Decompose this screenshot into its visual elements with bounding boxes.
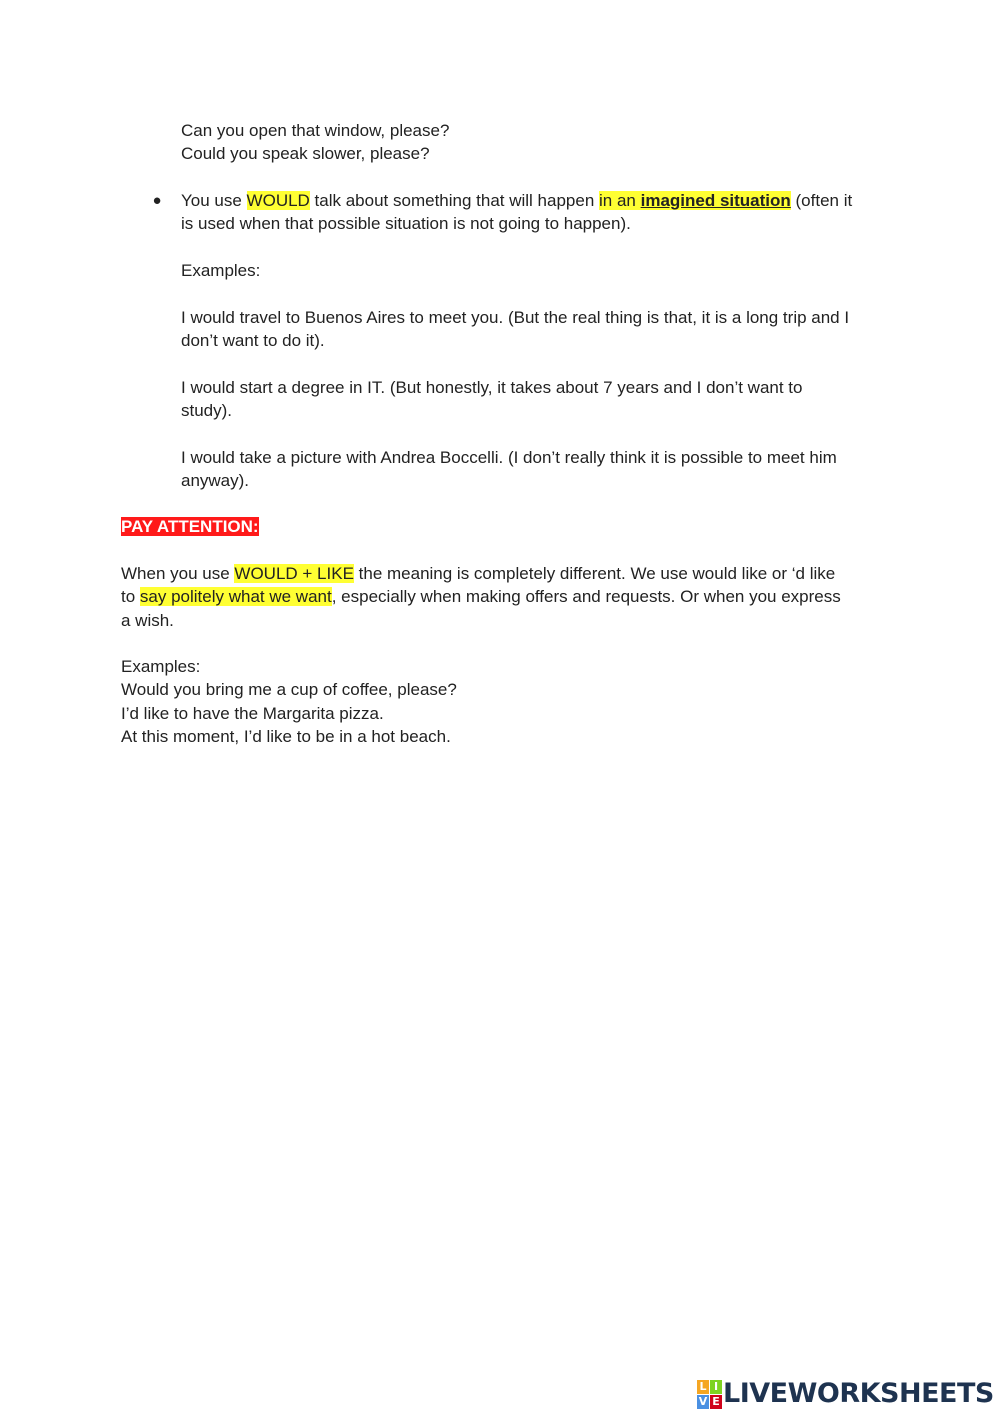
logo-mark-icon: L I V E xyxy=(697,1380,721,1408)
imagined-situation-emphasis: imagined situation xyxy=(640,191,791,210)
highlight-say-politely: say politely what we want xyxy=(139,587,332,607)
would-like-examples xyxy=(121,655,457,749)
logo-text: LIVEWORKSHEETS xyxy=(723,1378,994,1410)
example-sentence: I would take a picture with Andrea Boccelli. (I don’t really think it is possible to meet him anyway). xyxy=(181,448,837,491)
top-example: Can you open that window, please? xyxy=(181,121,450,140)
highlight-would: WOULD xyxy=(246,191,310,210)
like-example: I’d like to have the Margarita pizza. xyxy=(121,703,384,723)
example-sentence: I would start a degree in IT. (But honestly, it takes about 7 years and I don’t want to study). xyxy=(181,378,803,421)
like-example: Would you bring me a cup of coffee, please? xyxy=(121,680,457,700)
highlight-imagined: in an imagined situation xyxy=(599,191,791,210)
bullet-icon: ● xyxy=(152,192,162,209)
liveworksheets-logo xyxy=(697,1378,994,1410)
examples-label: Examples: xyxy=(121,657,201,676)
pay-attention-heading: PAY ATTENTION: xyxy=(121,517,259,536)
bullet-would-text: You use WOULD talk about something that will happen in an imagined situation (often it is used when that possible situation is not going to happen). xyxy=(181,191,853,234)
like-example: At this moment, I’d like to be in a hot beach. xyxy=(121,727,451,747)
examples-label: Examples: xyxy=(181,261,261,280)
example-sentence: I would travel to Buenos Aires to meet you. (But the real thing is that, it is a long trip and I don’t want to do it). xyxy=(181,308,850,351)
top-examples xyxy=(181,119,449,166)
would-like-paragraph: When you use WOULD + LIKE the meaning is completely different. We use would like or ‘d like to say politely what we want, especially when making offers and requests. Or when you express a wish. xyxy=(121,564,841,630)
top-example: Could you speak slower, please? xyxy=(181,144,430,164)
highlight-would-like: WOULD + LIKE xyxy=(234,564,354,583)
